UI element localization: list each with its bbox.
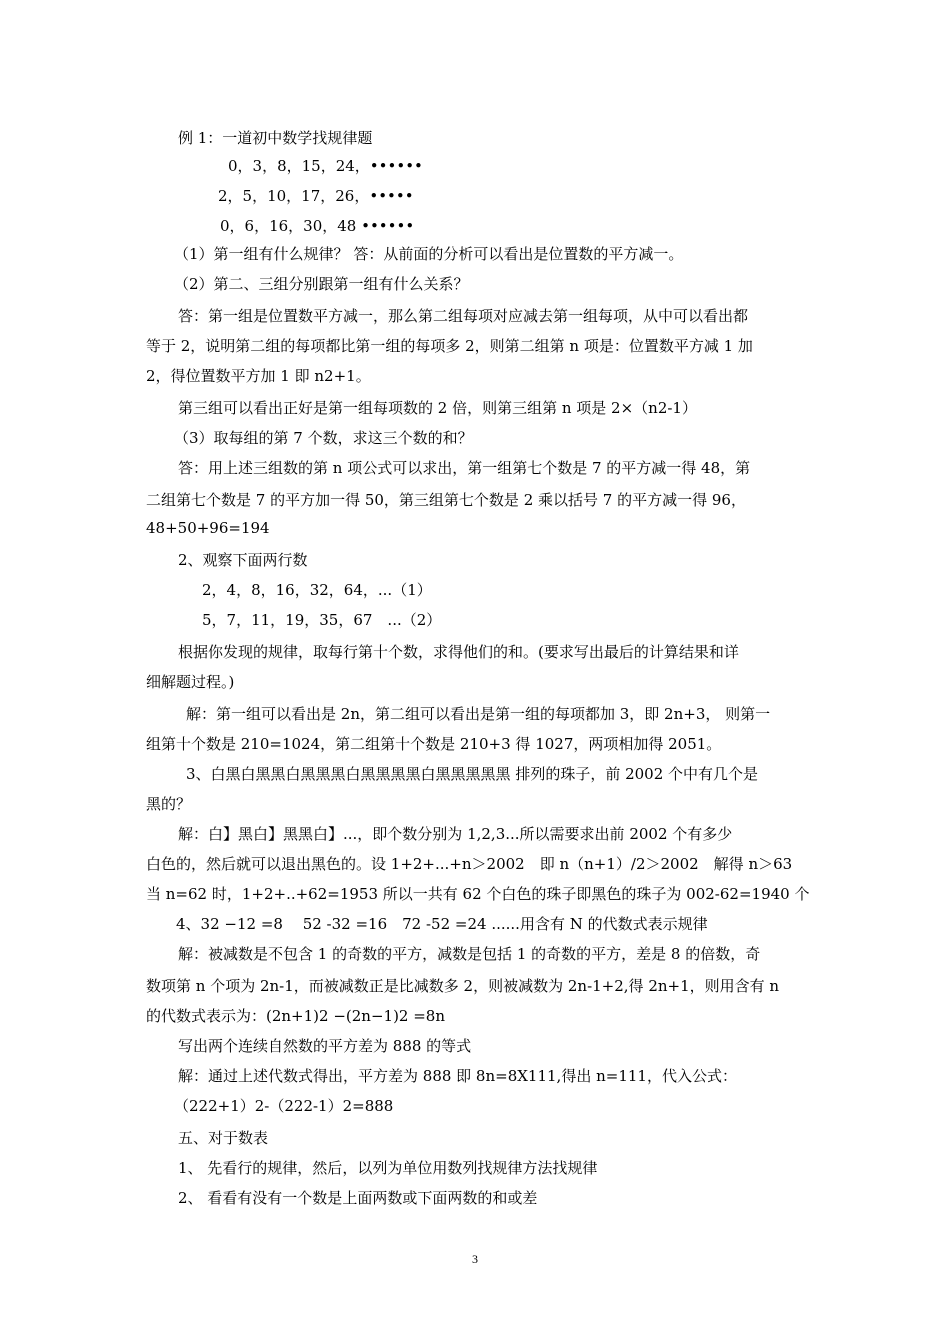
solution-5-line-1: 解：通过上述代数式得出，平方差为 888 即 8n=8X111,得出 n=111，代入公式：: [178, 1067, 737, 1085]
solution-5-line-2: （222+1）2-（222-1）2=888: [174, 1097, 394, 1115]
tip-2: 2、 看看有没有一个数是上面两数或下面两数的和或差: [178, 1189, 538, 1207]
problem-3-line-1: 3、白黑白黑黑白黑黑黑白黑黑黑黑白黑黑黑黑黑 排列的珠子，前 2002 个中有几个是: [186, 765, 759, 783]
row-2-numbers: 5，7，11，19，35，67 ...（2）: [202, 611, 442, 629]
third-group-text: 第三组可以看出正好是第一组每项数的 2 倍，则第三组第 n 项是 2×（n2-1）: [178, 399, 697, 417]
answer-2-line-2: 等于 2，说明第二组的每项都比第一组的每项多 2，则第二组第 n 项是：位置数平方减 1 加: [146, 337, 753, 355]
problem-4-line: 4、32 −12 =8 52 -32 =16 72 -52 =24 ......用含有 N 的代数式表示规律: [176, 915, 708, 933]
page-number: 3: [472, 1252, 478, 1266]
solution-4-line-3: 的代数式表示为：(2n+1)2 −(2n−1)2 =8n: [146, 1007, 446, 1025]
problem-2-text-2: 细解题过程。): [146, 673, 235, 691]
row-1-numbers: 2，4，8，16，32，64，...（1）: [202, 581, 432, 599]
answer-2-line-3: 2，得位置数平方加 1 即 n2+1。: [146, 367, 371, 385]
solution-3-line-1: 解：白】黑白】黑黑白】...，即个数分别为 1,2,3...所以需要求出前 2002 个有多少: [178, 825, 733, 843]
answer-3-line-2: 二组第七个数是 7 的平方加一得 50，第三组第七个数是 2 乘以括号 7 的平方减一得 96，: [146, 491, 746, 509]
example-title: 例 1：一道初中数学找规律题: [178, 129, 373, 147]
problem-3-line-2: 黑的？: [146, 795, 192, 813]
solution-4-line-2: 数项第 n 个项为 2n-1，而被减数正是比减数多 2，则被减数为 2n-1+2,得 2n+1，则用含有 n: [146, 977, 780, 995]
question-2: （2）第二、三组分别跟第一组有什么关系？: [174, 275, 469, 293]
section-5-heading: 五、对于数表: [178, 1129, 269, 1147]
sequence-line-1: 0，3，8，15，24，••••••: [228, 157, 423, 175]
tip-1: 1、 先看行的规律，然后，以列为单位用数列找规律方法找规律: [178, 1159, 598, 1177]
solution-3-line-3: 当 n=62 时，1+2+..+62=1953 所以一共有 62 个白色的珠子即黑色的珠子为 002-62=1940 个: [146, 885, 810, 903]
answer-3-line-1: 答：用上述三组数的第 n 项公式可以求出，第一组第七个数是 7 的平方减一得 48，第: [178, 459, 751, 477]
solution-2-line-2: 组第十个数是 210=1024，第二组第十个数是 210+3 得 1027，两项相加得 2051。: [146, 735, 722, 753]
problem-2-text-1: 根据你发现的规律，取每行第十个数，求得他们的和。(要求写出最后的计算结果和详: [178, 643, 739, 661]
question-1: （1）第一组有什么规律？ 答：从前面的分析可以看出是位置数的平方减一。: [174, 245, 684, 263]
answer-3-line-3: 48+50+96=194: [146, 519, 270, 537]
sequence-line-3: 0，6，16，30，48 ••••••: [220, 217, 415, 235]
solution-4-line-1: 解：被减数是不包含 1 的奇数的平方，减数是包括 1 的奇数的平方，差是 8 的倍数，奇: [178, 945, 761, 963]
problem-2-title: 2、观察下面两行数: [178, 551, 308, 569]
solution-3-line-2: 白色的，然后就可以退出黑色的。设 1+2+...+n＞2002 即 n（n+1）/2＞2002 解得 n＞63: [146, 855, 793, 873]
problem-5-line: 写出两个连续自然数的平方差为 888 的等式: [178, 1037, 472, 1055]
answer-2-line-1: 答：第一组是位置数平方减一，那么第二组每项对应减去第一组每项，从中可以看出都: [178, 307, 749, 325]
sequence-line-2: 2，5，10，17，26，•••••: [218, 187, 414, 205]
solution-2-line-1: 解：第一组可以看出是 2n，第二组可以看出是第一组的每项都加 3，即 2n+3， 则第一: [186, 705, 771, 723]
question-3: （3）取每组的第 7 个数，求这三个数的和？: [174, 429, 473, 447]
